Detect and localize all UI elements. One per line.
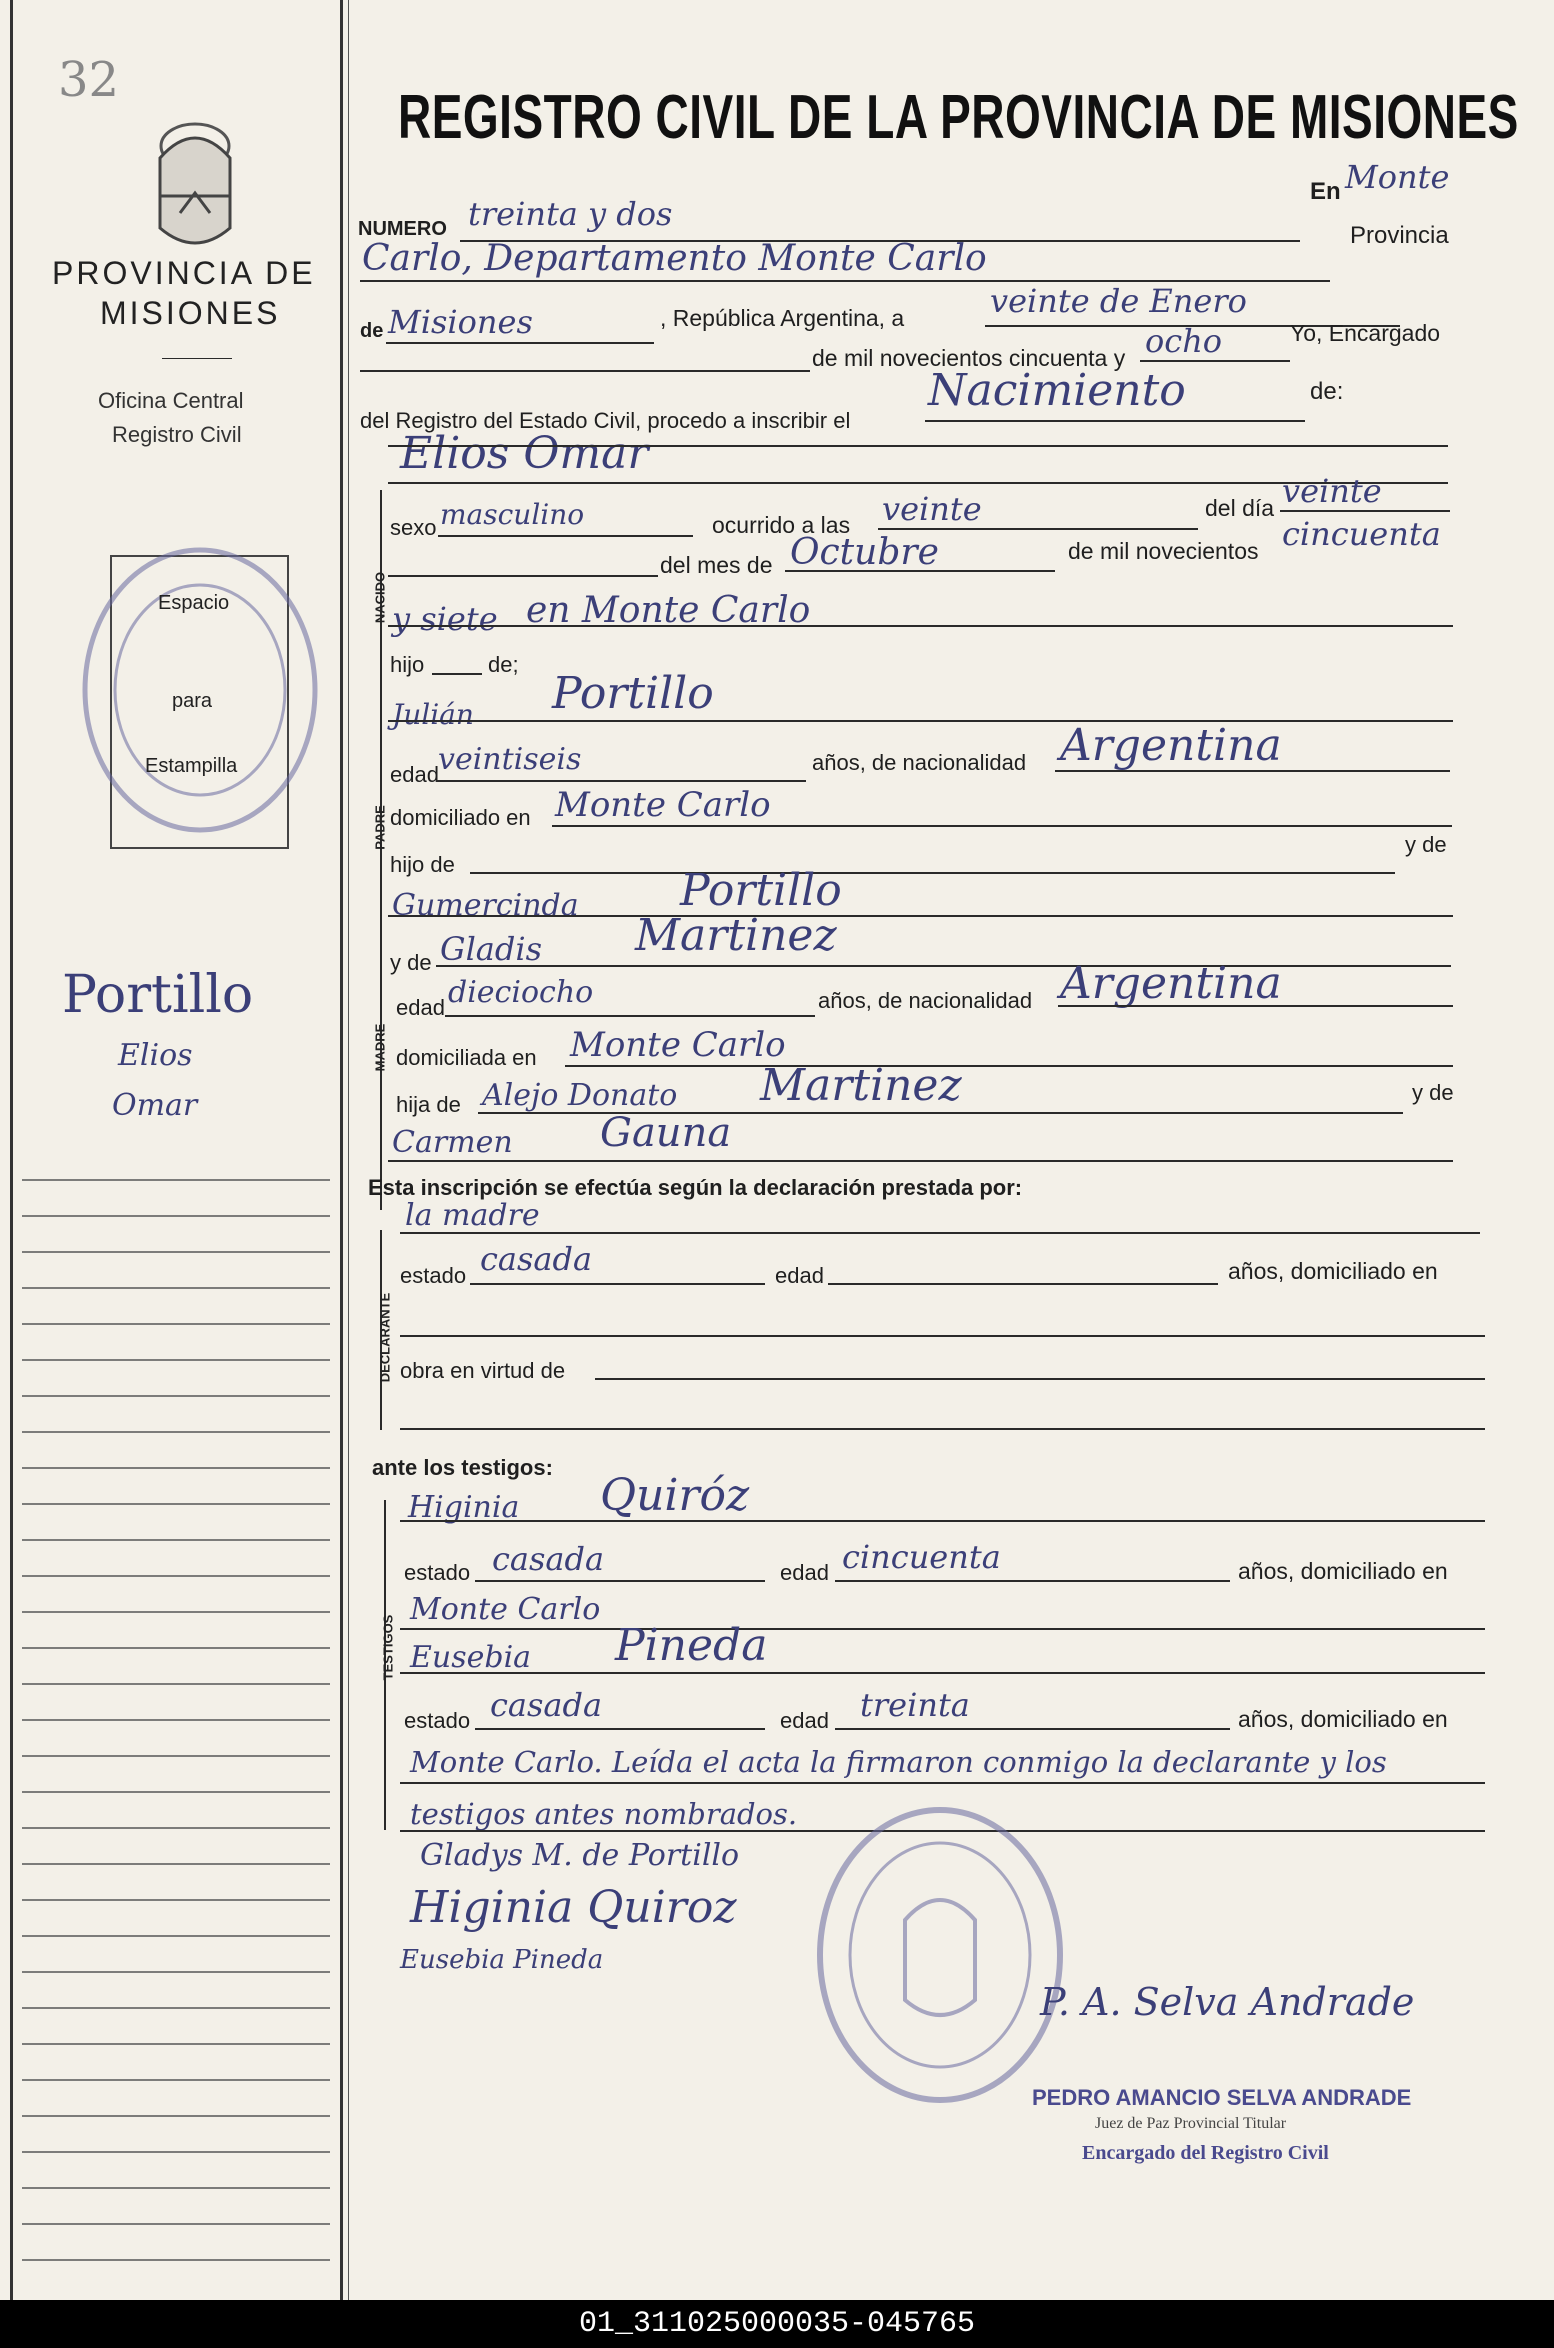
label-padre-hijo-de: hijo de: [390, 852, 455, 877]
line-acto: [925, 420, 1305, 422]
value-numero: treinta y dos: [468, 195, 673, 233]
value-t1-edad: cincuenta: [842, 1538, 1001, 1576]
line-provincia: [386, 342, 654, 344]
label-numero: NUMERO: [358, 218, 447, 240]
value-madre-first: Gladis: [440, 930, 543, 968]
label-hijo: hijo: [390, 652, 425, 677]
label-t2-edad: edad: [780, 1708, 829, 1733]
value-mes: Octubre: [790, 532, 939, 573]
label-sexo: sexo: [390, 515, 437, 540]
line-t2-edad: [835, 1728, 1230, 1730]
line-madre-dom: [565, 1065, 1453, 1067]
label-ante: ante los testigos:: [372, 1455, 553, 1480]
coat-of-arms-icon: [140, 118, 250, 258]
value-t1-estado: casada: [492, 1540, 605, 1578]
margin-surname: Portillo: [62, 965, 254, 1025]
value-madre-last: Martinez: [635, 910, 837, 961]
section-label-testigos: TESTIGOS: [380, 1614, 396, 1681]
line-madre-nac: [1058, 1005, 1453, 1007]
line-closing-1: [400, 1782, 1485, 1784]
line-declarante: [400, 1232, 1480, 1234]
document-title: REGISTRO CIVIL DE LA PROVINCIA DE MISIONES: [398, 81, 1519, 152]
label-madre-anos-nac: años, de nacionalidad: [818, 988, 1033, 1013]
line-hora: [878, 528, 1198, 530]
section-label-madre: MADRE: [372, 1023, 388, 1072]
label-padre-edad: edad: [390, 762, 439, 787]
signature-official: P. A. Selva Andrade: [1040, 1980, 1415, 2024]
line-padre-nac: [1055, 770, 1450, 772]
value-padre-last: Portillo: [552, 668, 714, 719]
label-provincia: Provincia: [1350, 222, 1449, 249]
label-obra: obra en virtud de: [400, 1358, 566, 1383]
value-padre-dom: Monte Carlo: [555, 785, 771, 825]
value-fecha: veinte de Enero: [990, 282, 1247, 320]
line-decl-dom: [400, 1335, 1485, 1337]
line-decl-edad: [828, 1283, 1218, 1285]
value-t2-edad: treinta: [860, 1686, 970, 1724]
line-fecha-cont: [360, 370, 810, 372]
label-padre-anos-nac: años, de nacionalidad: [812, 750, 1027, 775]
value-sexo: masculino: [440, 498, 585, 531]
value-declarante: la madre: [405, 1198, 540, 1233]
value-place-cont: Carlo, Departamento Monte Carlo: [362, 238, 987, 279]
value-en-place: Monte: [1345, 158, 1450, 196]
official-title: Juez de Paz Provincial Titular: [1095, 2115, 1287, 2132]
value-madre-edad: dieciocho: [448, 975, 594, 1010]
margin-name-2: Omar: [112, 1088, 198, 1123]
line-t1-estado: [475, 1580, 765, 1582]
line-lugar-nac: [388, 625, 1453, 627]
value-t2-estado: casada: [490, 1686, 603, 1724]
section-label-padre: PADRE: [372, 805, 388, 850]
label-decl-estado: estado: [400, 1263, 467, 1288]
official-name: PEDRO AMANCIO SELVA ANDRADE: [1032, 2085, 1412, 2110]
value-abuela2-last: Gauna: [600, 1110, 732, 1156]
left-margin-border: [340, 0, 343, 2300]
line-mes-lead: [388, 575, 658, 577]
label-madre-domiciliada: domiciliada en: [396, 1045, 537, 1070]
value-abuelo-first: Alejo Donato: [482, 1078, 678, 1113]
line-abuela2: [388, 1160, 1453, 1162]
line-anio: [1140, 360, 1290, 362]
header-divider: [162, 358, 232, 359]
label-t2-anos-dom: años, domiciliado en: [1238, 1706, 1448, 1732]
label-padre-y-de: y de: [1405, 832, 1447, 857]
label-en: En: [1310, 178, 1341, 205]
official-role: Encargado del Registro Civil: [1082, 2142, 1329, 2164]
value-padre-nac: Argentina: [1060, 720, 1282, 771]
value-t1-dom: Monte Carlo: [410, 1592, 601, 1627]
line-padre-dom: [552, 825, 1452, 827]
line-obra: [595, 1378, 1485, 1380]
stamp-space-line3: Estampilla: [145, 755, 238, 777]
label-madre-y-de-2: y de: [1412, 1080, 1454, 1105]
label-madre-edad: edad: [396, 995, 445, 1020]
value-decl-estado: casada: [480, 1240, 593, 1278]
line-hijo: [432, 673, 482, 675]
value-padre-first: Julián: [392, 698, 474, 731]
margin-ruled-lines: [0, 0, 330, 2300]
section-label-declarante: DECLARANTE: [377, 1292, 393, 1383]
office-label-1: Oficina Central: [98, 388, 244, 413]
page-number: 32: [58, 52, 120, 108]
value-abuela-first: Gumercinda: [392, 888, 579, 923]
label-mil-novecientos: de mil novecientos cincuenta y: [812, 345, 1126, 371]
line-t1-name: [400, 1520, 1485, 1522]
value-provincia: Misiones: [388, 303, 533, 341]
line-madre-edad: [445, 1015, 815, 1017]
office-label-2: Registro Civil: [112, 422, 242, 447]
section-label-nacido: NACIDO: [372, 571, 388, 624]
value-hora: veinte: [882, 490, 982, 528]
line-t1-edad: [835, 1580, 1230, 1582]
label-madre-y-de: y de: [390, 950, 432, 975]
signature-testigo-2: Eusebia Pineda: [400, 1945, 604, 1975]
label-t1-anos-dom: años, domiciliado en: [1238, 1558, 1448, 1584]
margin-name-1: Elios: [118, 1038, 193, 1073]
province-label-2: MISIONES: [100, 295, 281, 331]
value-abuela2-first: Carmen: [392, 1125, 513, 1160]
value-madre-dom: Monte Carlo: [570, 1025, 786, 1065]
value-abuela-last: Portillo: [680, 865, 842, 916]
label-de-colon: de:: [1310, 378, 1344, 405]
value-dia: veinte: [1282, 472, 1382, 510]
line-mes: [785, 570, 1055, 572]
value-t1-first: Higinia: [408, 1490, 520, 1525]
label-republica: , República Argentina, a: [660, 305, 905, 331]
line-sexo: [438, 535, 693, 537]
label-registro-line: del Registro del Estado Civil, procedo a inscribir el: [360, 408, 851, 433]
line-padre-name: [388, 720, 1453, 722]
line-padre-edad: [436, 780, 806, 782]
label-madre-hija-de: hija de: [396, 1092, 461, 1117]
stamp-space-line2: para: [172, 690, 213, 712]
line-dia: [1280, 510, 1450, 512]
value-padre-edad: veintiseis: [438, 742, 582, 777]
label-ocurrido: ocurrido a las: [712, 512, 851, 538]
label-t2-estado: estado: [404, 1708, 471, 1733]
value-anio-nac-2: y siete: [392, 600, 498, 638]
label-yo-encargado: Yo, Encargado: [1290, 320, 1441, 346]
line-madre-name: [436, 965, 1451, 967]
label-decl-edad: edad: [775, 1263, 824, 1288]
value-nombre: Elios Omar: [400, 428, 649, 479]
signature-declarante: Gladys M. de Portillo: [420, 1838, 740, 1873]
province-label-1: PROVINCIA DE: [52, 255, 316, 291]
line-t2-name: [400, 1672, 1485, 1674]
value-t1-last: Quiróz: [600, 1470, 750, 1521]
closing-statement: Monte Carlo. Leída el acta la firmaron conmigo la declarante y los testigos antes nombrados.: [410, 1745, 1387, 1831]
value-t2-first: Eusebia: [410, 1640, 532, 1675]
label-padre-domiciliado: domiciliado en: [390, 805, 531, 830]
binding-edge: [10, 0, 13, 2300]
line-padre-hijo-de: [470, 872, 1395, 874]
label-del-mes: del mes de: [660, 552, 773, 578]
line-abuela: [388, 915, 1453, 917]
value-madre-nac: Argentina: [1060, 958, 1282, 1009]
signature-testigo-1: Higinia Quiroz: [410, 1882, 737, 1933]
scan-id-footer: 01_311025000035-045765: [0, 2300, 1554, 2348]
label-t1-edad: edad: [780, 1560, 829, 1585]
left-margin-border-inner: [348, 0, 349, 2300]
label-de: de: [360, 320, 384, 342]
value-anio: ocho: [1145, 322, 1223, 360]
line-t2-estado: [475, 1728, 765, 1730]
label-de-semicolon: de;: [488, 652, 519, 677]
line-decl-estado: [470, 1283, 765, 1285]
value-anio-nac: cincuenta: [1282, 515, 1441, 553]
stamp-space-line1: Espacio: [158, 592, 230, 614]
value-lugar-nac: en Monte Carlo: [526, 590, 811, 631]
label-t1-estado: estado: [404, 1560, 471, 1585]
line-obra-2: [400, 1428, 1485, 1430]
label-inscripcion: Esta inscripción se efectúa según la declaración prestada por:: [368, 1175, 1023, 1200]
value-t2-last: Pineda: [615, 1620, 768, 1671]
line-t1-dom: [400, 1628, 1485, 1630]
label-de-mil-nov: de mil novecientos: [1068, 538, 1259, 564]
value-acto: Nacimiento: [928, 365, 1186, 416]
label-del-dia: del día: [1205, 495, 1275, 521]
line-nombre: [388, 445, 1448, 447]
label-decl-anos-dom: años, domiciliado en: [1228, 1258, 1438, 1284]
value-abuelo-last: Martinez: [760, 1060, 962, 1111]
official-stamp-icon: [810, 1800, 1070, 2110]
